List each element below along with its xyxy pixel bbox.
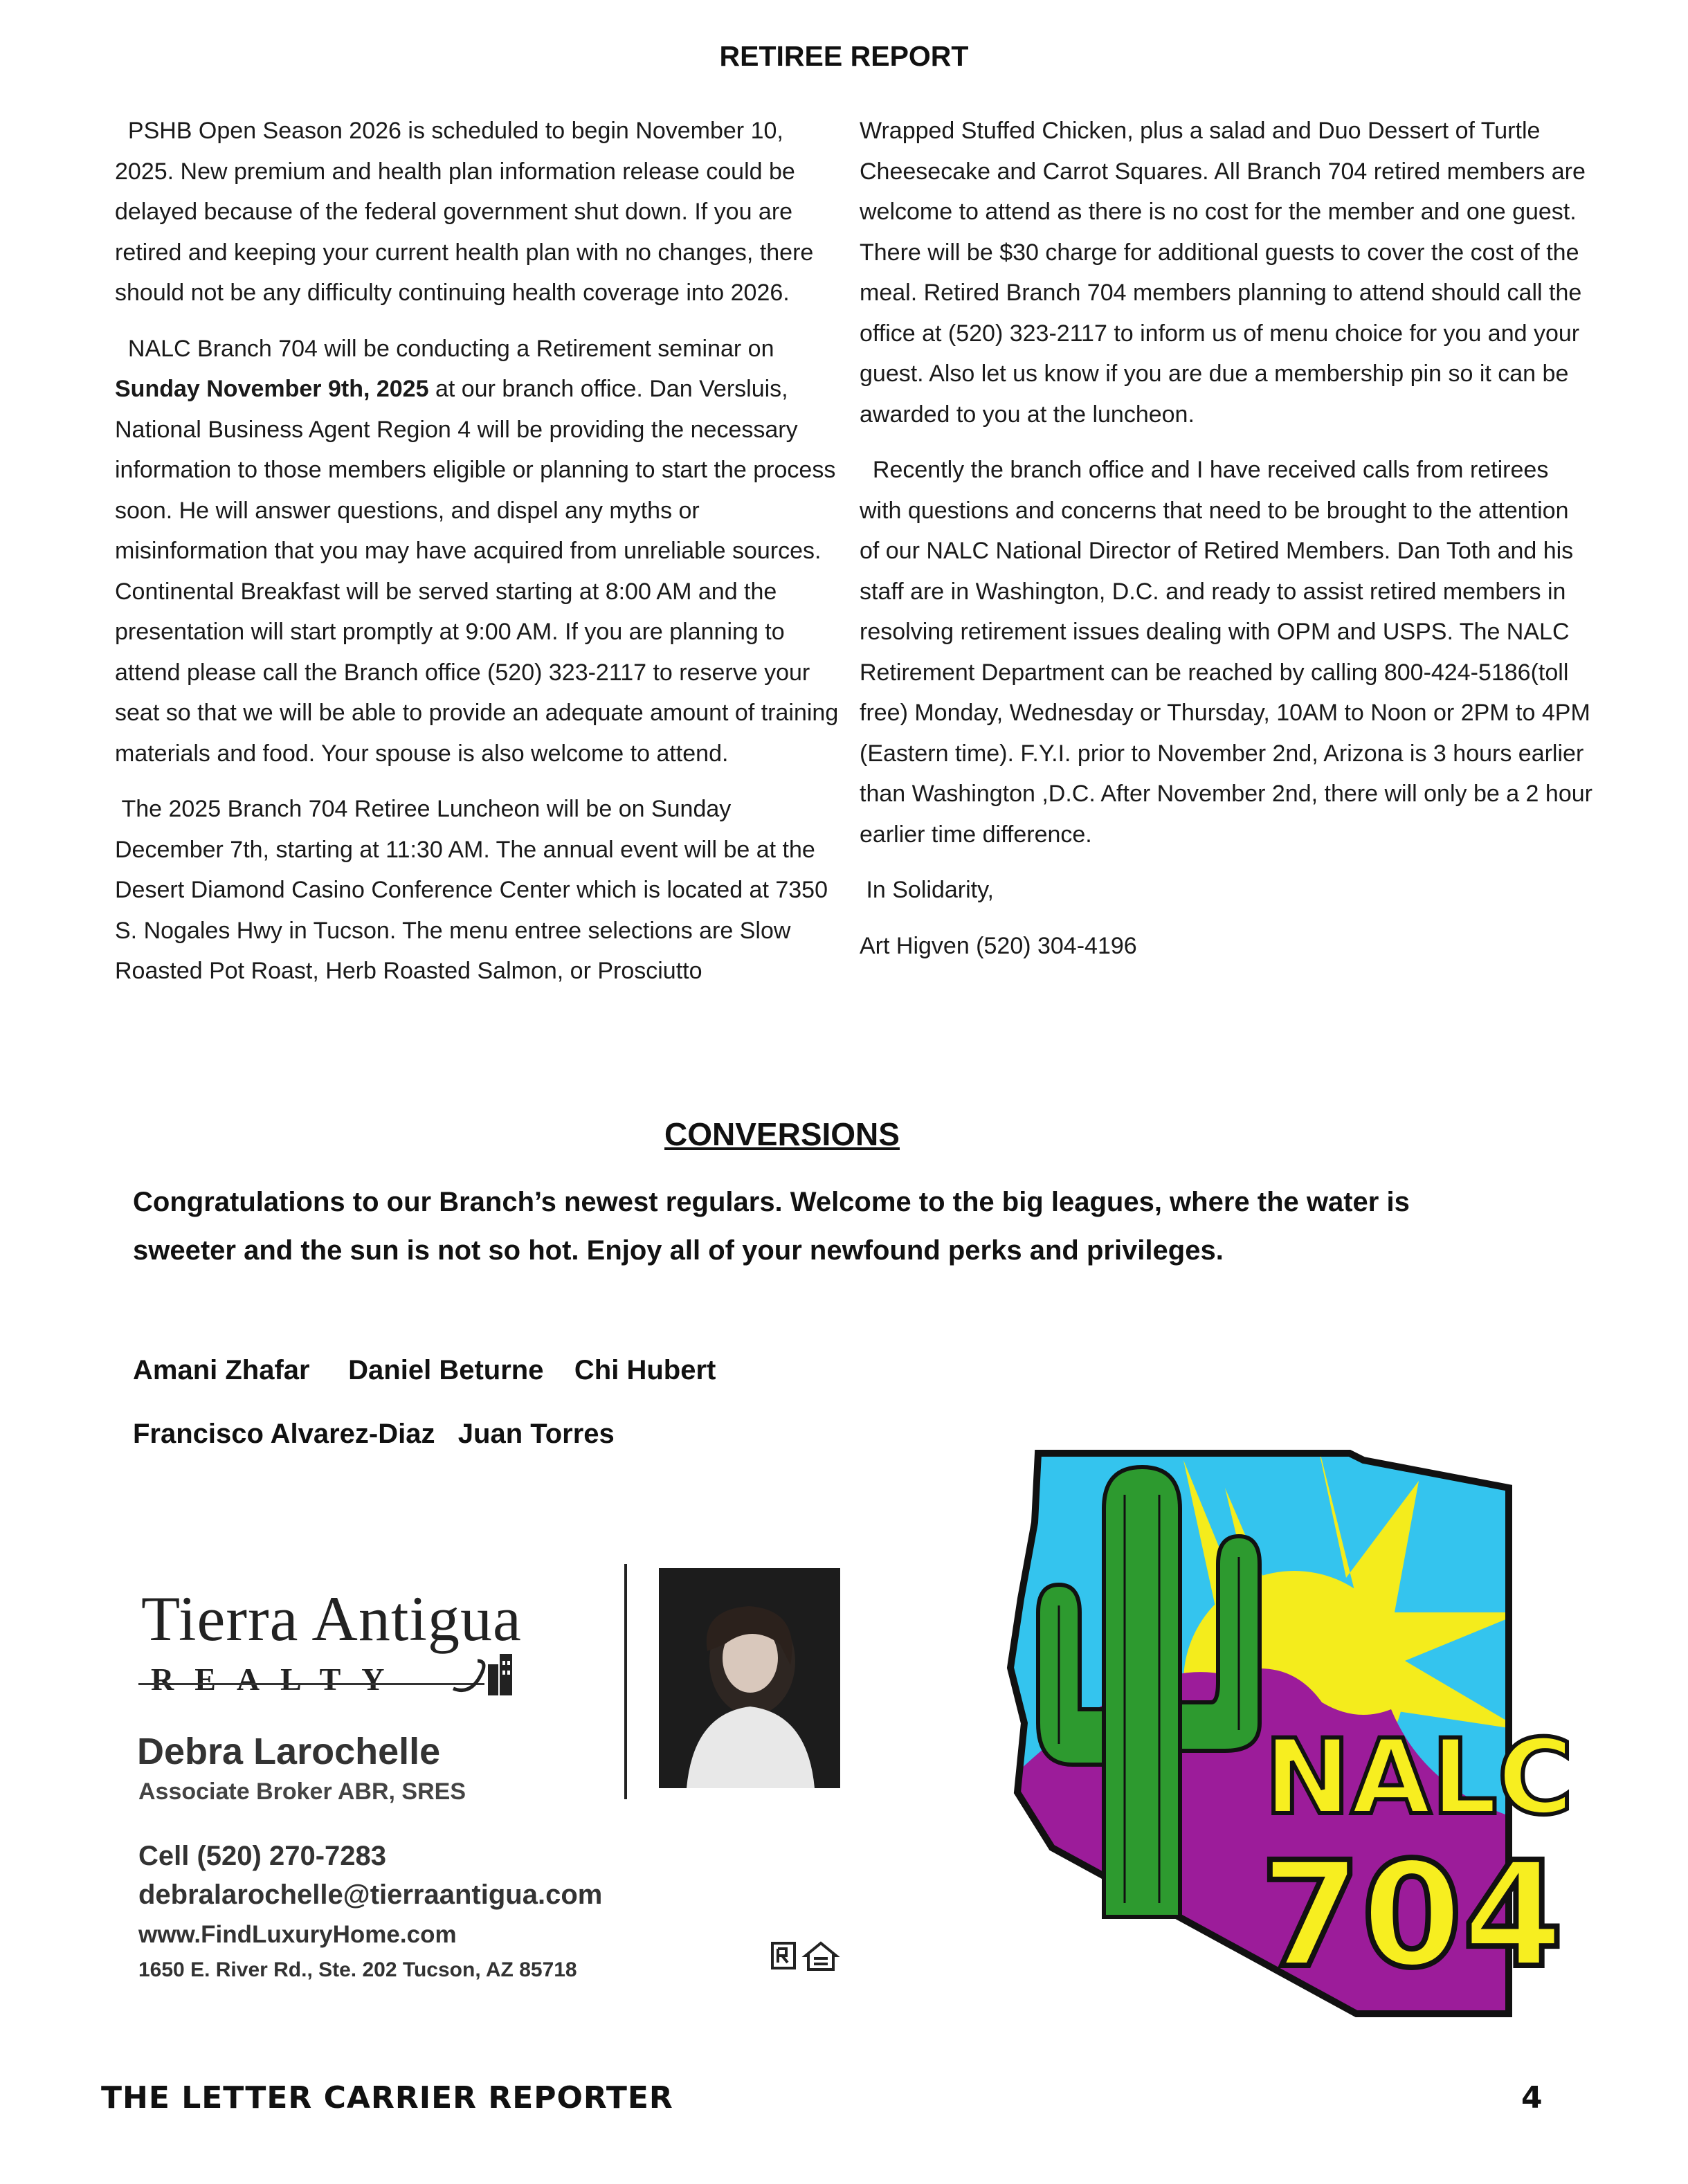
footer-publication-title: THE LETTER CARRIER REPORTER [101, 2080, 673, 2115]
card-agent-title: Associate Broker ABR, SRES [138, 1778, 466, 1805]
seminar-intro: NALC Branch 704 will be conducting a Retirement seminar on [115, 335, 774, 362]
building-icon [450, 1647, 519, 1702]
seminar-details: at our branch office. Dan Versluis, National Business Agent Region 4 will be providing the necessary information to those members eligible or planning to start the process soon. He will answer questions, and dispel any myths or misinformation that you may have acquired from unreliable sources. Continental Breakfast will be served starting at 8:00 AM and the presentation will start promptly at 9:00 AM. If you are planning to attend please call the Branch office (520) 323-2117 to reserve your seat so that we will be able to provide an adequate amount of training materials and food. Your spouse is also welcome to attend. [115, 376, 839, 767]
logo-text-nalc: NALC [1264, 1718, 1574, 1838]
equal-housing-icon [806, 1943, 836, 1969]
card-divider [624, 1564, 627, 1799]
nalc-704-logo [997, 1405, 1574, 2028]
card-company-sub: REALTY [151, 1662, 406, 1697]
card-company-name: Tierra Antigua [141, 1583, 522, 1654]
conversions-title: CONVERSIONS [664, 1116, 900, 1152]
card-email: debralarochelle@tierraantigua.com [138, 1880, 603, 1910]
conversions-message: Congratulations to our Branch’s newest regulars. Welcome to the big leagues, where the water is sweeter and the sun is not so hot. Enjoy all of your newfound perks and privileges. [133, 1187, 1410, 1266]
page-number: 4 [1521, 2080, 1543, 2115]
report-right-column [860, 111, 1593, 981]
luncheon-continued-paragraph: Wrapped Stuffed Chicken, plus a salad and Duo Dessert of Turtle Cheesecake and Carrot Squares. All Branch 704 retired members are welcome to attend as there is no cost for the member and one guest. There will be $30 charge for additional guests to cover the cost of the meal. Retired Branch 704 members planning to attend should call the office at (520) 323-2117 to inform us of menu choice for you and your guest. Also let us know if you are due a membership pin so it can be awarded to you at the luncheon. [860, 118, 1586, 428]
closing: In Solidarity, [860, 877, 995, 903]
logo-text-704: 704 [1260, 1830, 1564, 2000]
card-address: 1650 E. River Rd., Ste. 202 Tucson, AZ 85718 [138, 1958, 577, 1981]
retirement-department-paragraph: Recently the branch office and I have received calls from retirees with questions and concerns that need to be brought to the attention of our NALC National Director of Retired Members. Dan Toth and his staff are in Washington, D.C. and ready to assist retired members in resolving retirement issues dealing with OPM and USPS. The NALC Retirement Department can be reached by calling 800-424-5186(toll free) Monday, Wednesday or Thursday, 10AM to Noon or 2PM to 4PM (Eastern time). F.Y.I. prior to November 2nd, Arizona is 3 hours earlier than Washington ,D.C. After November 2nd, there will only be a 2 hour earlier time difference. [860, 457, 1592, 848]
card-website: www.FindLuxuryHome.com [138, 1921, 457, 1948]
seminar-paragraph [115, 329, 842, 774]
conversions-names-line-1: Amani Zhafar Daniel Beturne Chi Hubert [133, 1355, 716, 1385]
report-left-column [115, 111, 842, 1007]
business-card-ad [131, 1564, 865, 2062]
realtor-icon [772, 1943, 795, 1968]
card-cell: Cell (520) 270-7283 [138, 1841, 387, 1871]
card-housing-icons [770, 1939, 846, 1974]
seminar-date: Sunday November 9th, 2025 [115, 376, 429, 402]
agent-photo [659, 1568, 840, 1788]
signature: Art Higven (520) 304-4196 [860, 932, 1137, 959]
card-agent-name: Debra Larochelle [137, 1731, 441, 1772]
card-logo-underline [138, 1683, 484, 1685]
report-title: RETIREE REPORT [719, 40, 969, 72]
open-season-paragraph: PSHB Open Season 2026 is scheduled to begin November 10, 2025. New premium and health plan information release could be delayed because of the federal government shut down. If you are retired and keeping your current health plan with no changes, there should not be any difficulty continuing health coverage into 2026. [115, 118, 814, 306]
conversions-names-line-2: Francisco Alvarez-Diaz Juan Torres [133, 1419, 615, 1449]
luncheon-paragraph: The 2025 Branch 704 Retiree Luncheon will be on Sunday December 7th, starting at 11:30 AM. The annual event will be at the Desert Diamond Casino Conference Center which is located at 7350 S. Nogales Hwy in Tucson. The menu entree selections are Slow Roasted Pot Roast, Herb Roasted Salmon, or Prosciutto [115, 796, 828, 984]
